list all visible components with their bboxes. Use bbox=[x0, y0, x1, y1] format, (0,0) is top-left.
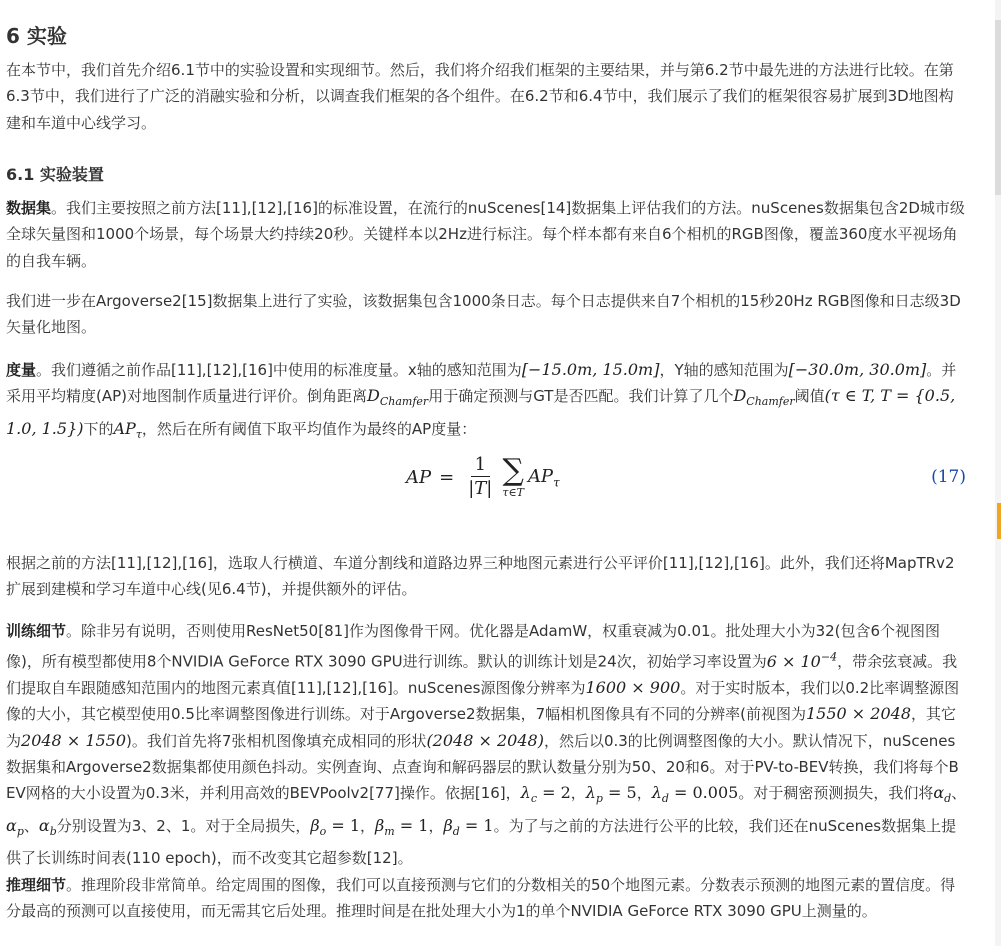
ap-tau-subscript: τ bbox=[135, 427, 142, 441]
eq-fraction bbox=[468, 454, 492, 501]
dchamfer-symbol-2: D bbox=[733, 386, 747, 406]
x-range-math: [−15.0m, 15.0m] bbox=[521, 360, 660, 379]
eq-term-symbol: AP bbox=[527, 465, 554, 487]
metric-text-2: ，Y轴的感知范围为 bbox=[659, 361, 789, 379]
training-text-3: 。对于实时版本，我们以0.2比率调整源图像的大小，其它模型使用0.5比率调整图像进行训练。对于Argoverse2数据集，7幅相机图像具有不同的分辨率(前视图为 bbox=[6, 678, 960, 724]
alpha-b-symbol: α bbox=[38, 815, 50, 835]
equation-17 bbox=[6, 450, 968, 514]
dchamfer-math bbox=[367, 386, 429, 409]
beta-m-math bbox=[375, 815, 429, 838]
section-title: 6 实验 bbox=[6, 24, 67, 48]
lambda-c-subscript: c bbox=[530, 792, 537, 806]
training-text-1: 。除非另有说明，否则使用ResNet50[81]作为图像骨干网。优化器是AdamW，权重衰减为0.01。批处理大小为32(包含6个视图图像)，所有模型都使用8个NVIDIA GeForce RTX 3090 GPU进行训练。默认的训练计划是24次，初始学习率设置为 bbox=[6, 622, 941, 671]
dataset-text: 。我们主要按照之前方法[11],[12],[16]的标准设置，在流行的nuScenes[14]数据集上评估我们的方法。nuScenes数据集包含2D城市级全球矢量图和1000个场景，每个场景大约持续20秒。关键样本以2Hz进行标注。每个样本都有来自6个相机的RGB图像，覆盖360度水平视场角的自我车辆。 bbox=[6, 199, 965, 270]
beta-d-subscript: d bbox=[452, 824, 460, 838]
eq-equals: = bbox=[439, 467, 455, 488]
dataset-paragraph bbox=[6, 195, 968, 274]
vertical-scrollbar[interactable] bbox=[995, 0, 1001, 946]
lr-math bbox=[767, 652, 837, 671]
res4-math: (2048 × 2048) bbox=[426, 730, 544, 750]
equation-number: (17) bbox=[931, 467, 966, 487]
lambda-c-symbol: λ bbox=[520, 783, 531, 803]
scrollbar-thumb[interactable] bbox=[995, 20, 1001, 195]
beta-o-math bbox=[310, 815, 361, 838]
eq-sum-subscript: τ∈T bbox=[502, 485, 524, 499]
beta-m-value: = 1 bbox=[394, 815, 429, 835]
lr-exponent: −4 bbox=[820, 650, 838, 664]
beta-m-subscript: m bbox=[384, 824, 395, 838]
lambda-d-symbol: λ bbox=[651, 783, 662, 803]
training-text-6: ，然后以0.3的比例调整图像的大小。默认情况下，nuScenes数据集和Argoverse2数据集都使用颜色抖动。实例查询、点查询和解码器层的默认数量分别为50、20和6。对于PV-to-BEV转换，我们将每个BEV网格的大小设置为0.3米，并利用高效的BEVPoolv2[77]操作。依据[16]， bbox=[6, 731, 959, 803]
beta-o-subscript: o bbox=[319, 824, 327, 838]
beta-d-value: = 1 bbox=[459, 815, 494, 835]
alpha-p-subscript: p bbox=[16, 824, 24, 838]
metric-text-1: 。我们遵循之前作品[11],[12],[16]中使用的标准度量。x轴的感知范围为 bbox=[36, 361, 522, 379]
training-text-2: ，带余弦衰减。我们提取自车跟随感知范围内的地图元素真值[11],[12],[16]。nuScenes源图像分辨率为 bbox=[6, 652, 958, 697]
res2-math: 1550 × 2048 bbox=[805, 704, 911, 724]
beta-o-symbol: β bbox=[310, 815, 320, 835]
lambda-c-value: = 2 bbox=[536, 783, 571, 803]
lambda-p-symbol: λ bbox=[585, 783, 596, 803]
training-text-7: 。对于稠密预测损失，我们将 bbox=[738, 784, 934, 803]
beta-m-symbol: β bbox=[375, 815, 385, 835]
lambda-d-value: = 0.005 bbox=[668, 783, 739, 803]
beta-o-value: = 1 bbox=[326, 815, 361, 835]
training-label: 训练细节 bbox=[6, 622, 67, 640]
metric-text-7: ，然后在所有阈值下取平均值作为最终的AP度量： bbox=[141, 419, 477, 438]
dataset-label: 数据集 bbox=[6, 199, 52, 217]
res1-math: 1600 × 900 bbox=[585, 677, 681, 697]
training-text-8: 分别设置为3、2、1。对于全局损失， bbox=[56, 816, 311, 835]
dchamfer-symbol: D bbox=[367, 386, 380, 406]
eq-lhs: AP bbox=[406, 467, 432, 488]
alpha-d-math bbox=[933, 783, 952, 806]
metric-text-3: 。并采用平均精度(AP)对地图制作质量进行评价。倒角距离 bbox=[6, 361, 957, 406]
eq-sum bbox=[502, 452, 524, 500]
training-text-4: ，其它为 bbox=[6, 705, 957, 750]
beta-d-symbol: β bbox=[443, 815, 453, 835]
training-text-5: )。我们首先将7张相机图像填充成相同的形状 bbox=[126, 731, 427, 750]
inference-text: 。推理阶段非常简单。给定周围的图像，我们可以直接预测与它们的分数相关的50个地图元素。分数表示预测的地图元素的置信度。得分最高的预测可以直接使用，而无需其它后处理。推理时间是在批处理大小为1的单个NVIDIA GeForce RTX 3090 GPU上测量的。 bbox=[6, 876, 956, 921]
alpha-b-math bbox=[38, 815, 57, 838]
eq-numerator: 1 bbox=[471, 454, 490, 477]
metric-text-5: 阈值 bbox=[794, 387, 825, 406]
eq-sigma: ∑ bbox=[502, 452, 524, 488]
dchamfer-math-2 bbox=[733, 386, 795, 409]
argoverse-paragraph: 我们进一步在Argoverse2[15]数据集上进行了实验，该数据集包含1000条日志。每个日志提供来自7个相机的15秒20Hz RGB图像和日志级3D矢量化地图。 bbox=[6, 292, 961, 337]
alpha-p-symbol: α bbox=[6, 815, 17, 835]
training-paragraph: 训练细节。除非另有说明，否则使用ResNet50[81]作为图像骨干网。优化器是AdamW，权重衰减为0.01。批处理大小为32(包含6个视图图像)，所有模型都使用8个NVIDIA GeForce RTX 3090 GPU进行训练。默认的训练计划是24次，初始学习率设置为$6 \times 10^{-4}$，带余弦衰减。我们提取自车跟随感知范围内的地图元素真值[11],[12],[16]。nuScenes源图像分辨率为1600 × 900。对于实时版本，我们以0.2比率调整源图像的大小，其它模型使用0.5比率调整图像进行训练。对于Argoverse2数据集，7幅相机图像具有不同的分辨率(前视图为1550 × 2048，其它为2048 × 1550)。我们首先将7张相机图像填充成相同的形状(2048 × 2048)，然后以0.3的比例调整图像的大小。默认情况下，nuScenes数据集和Argoverse2数据集都使用颜色抖动。实例查询、点查询和解码器层的默认数量分别为50、20和6。对于PV-to-BEV转换，我们将每个BEV网格的大小设置为0.3米，并利用高效的BEVPoolv2[77]操作。依据[16]，$\lambda_c = 2$，$\lambda_p = 5$，$\lambda_d = 0.005$。对于稠密预测损失，我们将$\alpha_d$、$\alpha_p$、$\alpha_b$分别设置为3、2、1。对于全局损失，$\beta_o = 1$，$\beta_m = 1$，$\beta_d = 1$。为了与之前的方法进行公平的比较，我们还在nuScenes数据集上提供了长训练时间表(110 epoch)，而不改变其它超参数[12]。 bbox=[6, 622, 967, 868]
y-range-math: [−30.0m, 30.0m] bbox=[788, 360, 927, 379]
metric-label: 度量 bbox=[6, 361, 37, 379]
lambda-p-math bbox=[585, 783, 637, 806]
metric-paragraph bbox=[6, 357, 968, 448]
lambda-d-math bbox=[651, 783, 739, 806]
equation-body bbox=[406, 454, 560, 501]
alpha-d-subscript: d bbox=[944, 792, 952, 806]
ap-tau-math bbox=[113, 418, 142, 441]
beta-d-math bbox=[443, 815, 494, 838]
inference-label: 推理细节 bbox=[6, 876, 67, 894]
lambda-c-math bbox=[520, 783, 571, 806]
eq-denominator: |T| bbox=[468, 478, 493, 499]
res3-math: 2048 × 1550 bbox=[21, 730, 127, 750]
lambda-d-subscript: d bbox=[661, 792, 669, 806]
inference-paragraph bbox=[6, 872, 968, 925]
training-text-9: 。为了与之前的方法进行公平的比较，我们还在nuScenes数据集上提供了长训练时间表(110 epoch)，而不改变其它超参数[12]。 bbox=[6, 816, 957, 868]
eq-term-subscript: τ bbox=[553, 475, 560, 490]
alpha-b-subscript: b bbox=[49, 824, 57, 838]
fairness-paragraph: 根据之前的方法[11],[12],[16]，选取人行横道、车道分割线和道路边界三种地图元素进行公平评价[11],[12],[16]。此外，我们还将MapTRv2扩展到建模和学习车道中心线(见6.4节)，并提供额外的评估。 bbox=[6, 554, 955, 599]
alpha-p-math bbox=[6, 815, 24, 838]
lambda-p-subscript: p bbox=[595, 792, 603, 806]
lambda-p-value: = 5 bbox=[602, 783, 637, 803]
tau-set-math: (τ ∈ T, T = {0.5, 1.0, 1.5}) bbox=[6, 386, 956, 438]
dchamfer-subscript: Chamfer bbox=[379, 395, 429, 409]
subsection-title: 6.1 实验装置 bbox=[6, 165, 104, 184]
dchamfer-subscript-2: Chamfer bbox=[746, 395, 795, 409]
metric-text-4: 用于确定预测与GT是否匹配。我们计算了几个 bbox=[428, 387, 734, 406]
metric-text-6: 下的 bbox=[83, 419, 114, 438]
alpha-d-symbol: α bbox=[933, 783, 945, 803]
lr-base: 6 × 10 bbox=[766, 651, 821, 671]
scroll-position-marker bbox=[997, 503, 1001, 539]
eq-term bbox=[528, 466, 560, 490]
ap-tau-symbol: AP bbox=[113, 418, 136, 438]
intro-paragraph: 在本节中，我们首先介绍6.1节中的实验设置和实现细节。然后，我们将介绍我们框架的主要结果，并与第6.2节中最先进的方法进行比较。在第6.3节中，我们进行了广泛的消融实验和分析，以调查我们框架的各个组件。在6.2节和6.4节中，我们展示了我们的框架很容易扩展到3D地图构建和车道中心线学习。 bbox=[6, 61, 954, 132]
